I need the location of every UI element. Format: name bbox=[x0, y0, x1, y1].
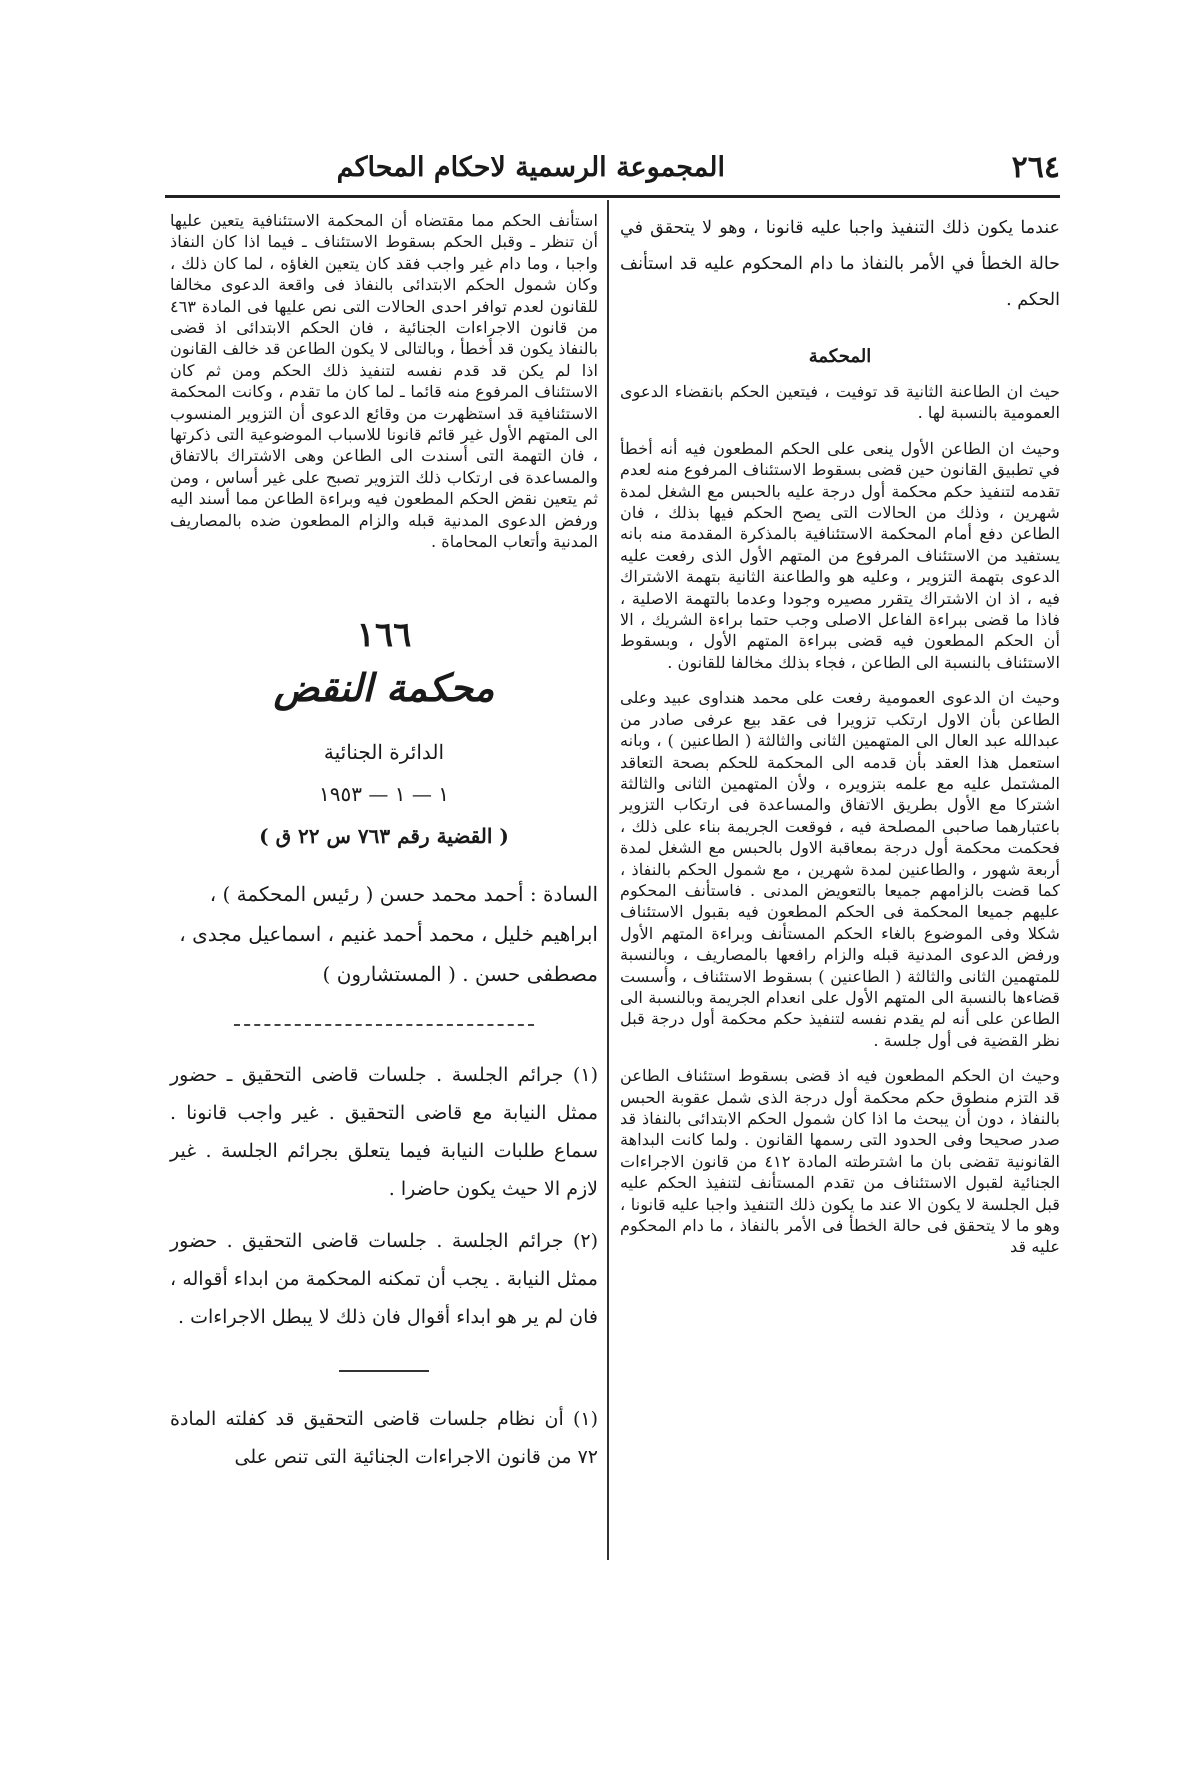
case-reference: ( القضية رقم ٧٦٣ س ٢٢ ق ) bbox=[259, 823, 509, 848]
page-number: ٢٦٤ bbox=[1011, 150, 1060, 185]
page-header bbox=[165, 150, 1060, 192]
right-column bbox=[620, 210, 1060, 1258]
holding-item: (١) جرائم الجلسة . جلسات قاضى التحقيق ـ حضور ممثل النيابة مع قاضى التحقيق . غير واجب قانونا . سماع طلبات النيابة فيما يتعلق بجرائم الجلسة . غير لازم الا حيث يكون حاضرا . bbox=[170, 1063, 598, 1200]
court-heading: المحكمة bbox=[808, 346, 872, 367]
opening-text: عندما يكون ذلك التنفيذ واجبا عليه قانونا ، وهو لا يتحقق في حالة الخطأ في الأمر بالنفاذ ما دام المحكوم عليه قد استأنف الحكم . bbox=[620, 218, 1060, 310]
footnote-separator bbox=[339, 1370, 429, 1372]
court-name: محكمة النقض bbox=[273, 664, 495, 710]
reasoning-paragraph: وحيث ان الطاعن الأول ينعى على الحكم المطعون فيه أنه أخطأ في تطبيق القانون حين قضى بسقوط الاستئناف المرفوع منه لعدم تقدمه لتنفيذ حكم محكمة أول درجة عليه بالحبس مع الشغل لمدة شهرين ، وذلك من الحالات التى يصح الحكم فيها بذلك ، فان الطاعن دفع أمام المحكمة الاستئنافية بالمذكرة المقدمة منه بانه يستفيد من الاستئناف المرفوع من المتهم الأول الذى رفعت عليه الدعوى بتهمة التزوير ، وعليه هو والطاعنة الثانية بتهمة الاشتراك فيه ، اذ ان الاشتراك يتقرر مصيره وجودا وعدما بالتهمة الاصلية ، فاذا ما قضى ببراءة الفاعل الاصلى وجب حتما براءة الشريك ، الا أن الحكم المطعون فيه قضى ببراءة المتهم الأول ، وبسقوط الاستئناف بالنسبة الى الطاعن ، فجاء بذلك مخالفا للقانون . bbox=[620, 438, 1060, 672]
running-title: المجموعة الرسمية لاحكام المحاكم bbox=[336, 152, 725, 183]
judges-line: مصطفى حسن . ( المستشارون ) bbox=[322, 961, 598, 986]
left-column bbox=[170, 210, 598, 1476]
holding-item: (٢) جرائم الجلسة . جلسات قاضى التحقيق . حضور ممثل النيابة . يجب أن تمكنه المحكمة من ابداء أقواله ، فان لم ير هو ابداء أقوال فان ذلك لا يبطل الاجراءات . bbox=[170, 1229, 598, 1328]
reasoning-paragraph: حيث ان الطاعنة الثانية قد توفيت ، فيتعين الحكم بانقضاء الدعوى العمومية بالنسبة لها . bbox=[620, 382, 1060, 423]
continued-text: استأنف الحكم مما مقتضاه أن المحكمة الاستئنافية يتعين عليها أن تنظر ـ وقبل الحكم بسقوط الاستئناف ـ فيما اذا كان النفاذ واجبا ، وما دام غير واجب فقد كان يتعين الغاؤه ، لما كان ذلك ، وكان شمول الحكم الابتدائى بالنفاذ فى واقعة الدعوى مخالفا للقانون لعدم توافر احدى الحالات التى نص عليها فى المادة ٤٦٣ من قانون الاجراءات الجنائية ، فان الحكم الابتدائى اذ قضى بالنفاذ يكون قد أخطأ ، وبالتالى لا يكون الطاعن قد خالف القانون اذا لم يكن قد قدم نفسه لتنفيذ ذلك الحكم ومن ثم كان الاستئناف المرفوع منه قائما ـ لما كان ما تقدم ، وكانت المحكمة الاستئنافية قد استظهرت من وقائع الدعوى أن التزوير المنسوب الى المتهم الأول غير قائم قانونا للاسباب الموضوعية التى ذكرتها ، فان التهمة التى أسندت الى الطاعن وهى الاشتراك بالاتفاق والمساعدة فى ارتكاب ذلك التزوير تصبح على غير أساس ، ومن ثم يتعين نقض الحكم المطعون فيه وبراءة الطاعن مما أسند اليه ورفض الدعوى المدنية قبله والزام المطعون ضده بالمصاريف المدنية وأتعاب المحاماة . bbox=[170, 211, 598, 552]
section-separator bbox=[234, 1024, 534, 1026]
judgment-date: ١ — ١ — ١٩٥٣ bbox=[319, 781, 449, 806]
reasoning-paragraph: وحيث ان الدعوى العمومية رفعت على محمد هنداوى عبيد وعلى الطاعن بأن الاول ارتكب تزويرا فى عقد بيع عرفى صادر من عبدالله عبد العال الى المتهمين الثانى والثالثة ( الطاعنين ) ، وبانه استعمل هذا العقد بأن قدمه الى المحكمة للحكم بصحة التعاقد المشتمل عليه مع علمه بتزويره ، ولأن المتهمين الثانى والثالثة اشتركا مع الأول بطريق الاتفاق والمساعدة فى ارتكاب التزوير باعتبارهما صاحبى المصلحة فيه ، فوقعت الجريمة بناء على ذلك ، فحكمت محكمة أول درجة بمعاقبة الاول بالحبس مع الشغل لمدة أربعة شهور ، والطاعنين لمدة شهرين ، مع شمول الحكم بالنفاذ ، كما قضت بالزامهم جميعا بالتعويض المدنى . فاستأنف المحكوم عليهم جميعا المحكمة فى الحكم المطعون فيه بقبول الاستئناف شكلا وفى الموضوع بالغاء الحكم المستأنف وبراءة المتهم الأول ورفض الدعوى المدنية قبله والزام رافعها بالمصاريف ، وبالنسبة للمتهمين الثانى والثالثة ( الطاعنين ) بسقوط الاستئناف ، وأسست قضاءها بالنسبة الى المتهم الأول على انعدام الجريمة وبالنسبة الى الطاعن على أنه لم يقدم نفسه لتنفيذ حكم محكمة أول درجة قبل نظر القضية فى أول جلسة . bbox=[620, 688, 1060, 1050]
column-divider bbox=[607, 200, 609, 1560]
judges-line: السادة : أحمد محمد حسن ( رئيس المحكمة ) ، bbox=[209, 881, 598, 906]
case-number: ١٦٦ bbox=[356, 614, 412, 655]
judges-list bbox=[170, 874, 598, 994]
reasoning-paragraph: وحيث ان الحكم المطعون فيه اذ قضى بسقوط استئناف الطاعن قد التزم منطوق حكم محكمة أول درجة الذى شمل عقوبة الحبس بالنفاذ ، دون أن يبحث ما اذا كان شمول الحكم الابتدائى بالنفاذ قد صدر صحيحا وفى الحدود التى رسمها القانون . ولما كانت البداهة القانونية تقضى بان ما اشترطته المادة ٤١٢ من قانون الاجراءات الجنائية لقبول الاستئناف من تقدم المستأنف لتنفيذ الحكم عليه قبل الجلسة لا يكون الا عند ما يكون ذلك التنفيذ واجبا عليه قانونا ، وهو ما لا يتحقق فى حالة الخطأ فى الأمر بالنفاذ ، ما دام المحكوم عليه قد bbox=[620, 1066, 1060, 1257]
judges-line: ابراهيم خليل ، محمد أحمد غنيم ، اسماعيل مجدى ، bbox=[179, 921, 598, 946]
footnote: (١) أن نظام جلسات قاضى التحقيق قد كفلته المادة ٧٢ من قانون الاجراءات الجنائية التى تنص على bbox=[170, 1407, 598, 1468]
header-rule bbox=[165, 195, 1060, 198]
circuit-name: الدائرة الجنائية bbox=[323, 739, 445, 764]
